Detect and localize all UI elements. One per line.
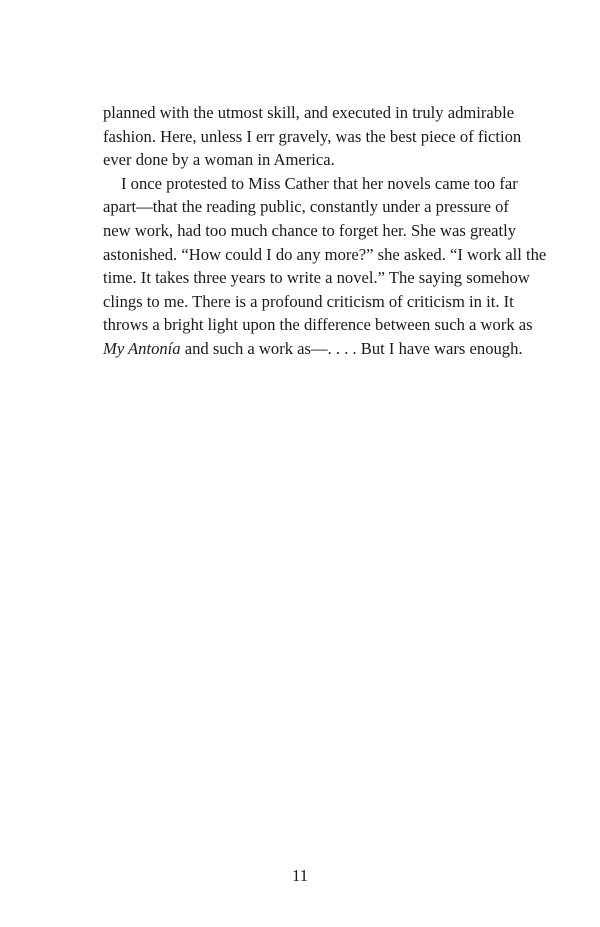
text-line: time. It takes three years to write a novel.” The saying somehow — [103, 268, 530, 288]
text-line — [103, 337, 523, 361]
text-line: new work, had too much chance to forget her. She was greatly — [103, 220, 517, 240]
text-line: apart—that the reading public, constantly under a pressure of — [103, 197, 509, 217]
body-text — [103, 101, 547, 361]
text-line: throws a bright light upon the difference between such a work as — [103, 315, 533, 335]
text-line-rest: and such a work as—. . . . But I have wars enough. — [180, 338, 523, 358]
paragraph-1 — [103, 101, 522, 172]
text-line: astonished. “How could I do any more?” she asked. “I work all the — [103, 244, 547, 264]
text-line: I once protested to Miss Cather that her novels came too far — [121, 173, 518, 193]
text-line: clings to me. There is a profound criticism of criticism in it. It — [103, 291, 514, 311]
text-line: ever done by a woman in America. — [103, 150, 335, 170]
page-number: 11 — [291, 866, 309, 885]
text-line: planned with the utmost skill, and executed in truly admirable — [103, 103, 515, 122]
text-line: fashion. Here, unless I err gravely, was the best piece of fiction — [103, 126, 522, 146]
paragraph-2 — [103, 172, 547, 361]
book-title: My Antonía — [103, 338, 181, 358]
